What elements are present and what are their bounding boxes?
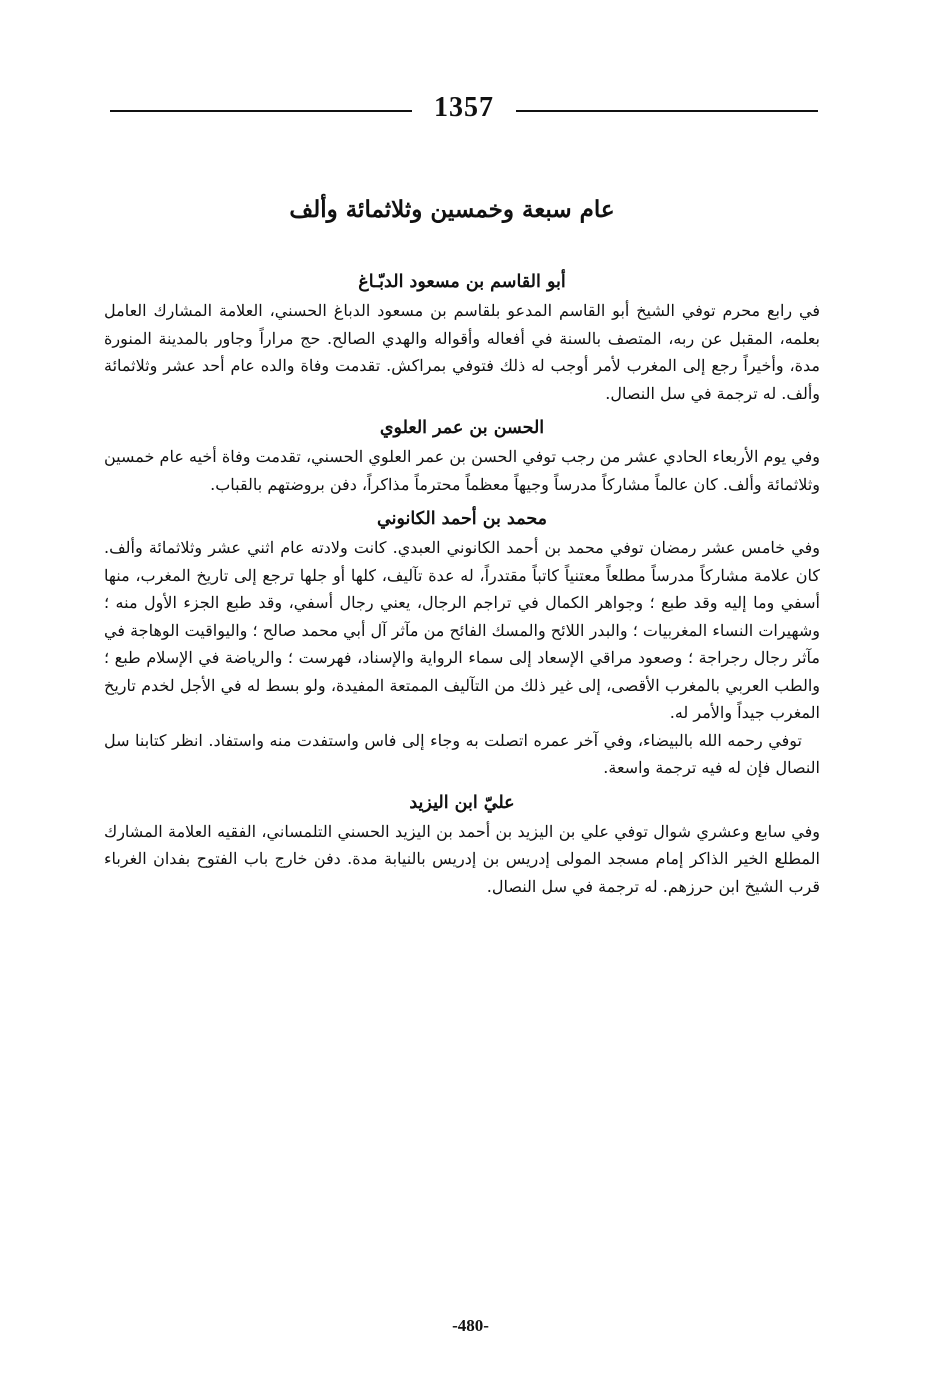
entry-paragraph: وفي يوم الأربعاء الحادي عشر من رجب توفي الحسن بن عمر العلوي الحسني، تقدمت وفاة أخيه عام خمسين وثلاثمائة وألف. كان عالماً مشاركاً مدرساً وجيهاً معظماً محترماً مذاكراً، دفن بروضتهم بالقباب. [104, 447, 820, 494]
entry-body [104, 297, 820, 407]
entry-ali-ibn-al-yazid [104, 788, 820, 901]
entry-title: محمد بن أحمد الكانوني [377, 509, 547, 529]
header-rule-left [110, 110, 412, 112]
entry-body [104, 443, 820, 498]
entry-paragraph: في رابع محرم توفي الشيخ أبو القاسم المدعو بلقاسم بن مسعود الدباغ الحسني، العلامة المشارك العامل بعلمه، المقبل عن ربه، المتصف بالسنة في أفعاله وأقواله والهدي الصالح. حج مراراً وجاور بالمدينة المنورة مدة، وأخيراً رجع إلى المغرب لأمر أوجب له ذلك فتوفي بمراكش. تقدمت وفاة والده عام أحد عشر وثلاثمائة وألف. له ترجمة في سل النصال. [104, 301, 820, 403]
entry-al-hasan [104, 413, 820, 498]
year-header [110, 88, 818, 128]
year-title: عام سبعة وخمسين وثلاثمائة وألف [289, 196, 615, 223]
page-content [104, 196, 820, 906]
page-number: -480- [452, 1316, 489, 1335]
entry-paragraph: وفي خامس عشر رمضان توفي محمد بن أحمد الكانوني العبدي. كانت ولادته عام اثني عشر وثلاثمائة وألف. كان علامة مشاركاً مدرساً مطلعاً معتنياً كاتباً مقتدراً، له عدة تآليف، كلها أو جلها ترجع إلى تاريخ المغرب، منها أسفي وما إليه وقد طبع ؛ وجواهر الكمال في تراجم الرجال، يعني رجال أسفي، وقد طبع الجزء الأول منه ؛ وشهيرات النساء المغربيات ؛ والبدر اللائح والمسك الفائح من مآثر آل أبي محمد صالح ؛ واليواقيت الوهاجة في مآثر رجال رجراجة ؛ وصعود مراقي الإسعاد إلى سماء الرواية والإسناد، فهرست ؛ والرياضة في الإسلام طبع ؛ والطب العربي بالمغرب الأقصى، إلى غير ذلك من التآليف الممتعة المفيدة، ولو بسط له في الأجل لخدم تاريخ المغرب جيداً والأمر له. [104, 538, 820, 722]
year-number: 1357 [434, 92, 494, 123]
header-rule-right [516, 110, 818, 112]
entry-body [104, 534, 820, 782]
entry-title: عليّ ابن اليزيد [409, 792, 515, 813]
entry-abu-al-qasim [104, 267, 820, 407]
entry-title: أبو القاسم بن مسعود الدبّـاغ [358, 272, 566, 292]
entry-paragraph: توفي رحمه الله بالبيضاء، وفي آخر عمره اتصلت به وجاء إلى فاس واستفدت منه واستفاد. انظر كتابنا سل النصال فإن له فيه ترجمة واسعة. [104, 730, 820, 777]
entry-body [104, 818, 820, 901]
entry-al-kanuni [104, 504, 820, 782]
entry-title: الحسن بن عمر العلوي [379, 418, 545, 438]
entry-paragraph: وفي سابع وعشري شوال توفي علي بن اليزيد بن أحمد بن اليزيد الحسني التلمساني، الفقيه العلامة المشارك المطلع الخير الذاكر إمام مسجد المولى إدريس بن إدريس بالنيابة مدة. دفن خارج باب الفتوح بفدان الغرباء قرب الشيخ ابن حرزهم. له ترجمة في سل النصال. [104, 821, 820, 896]
